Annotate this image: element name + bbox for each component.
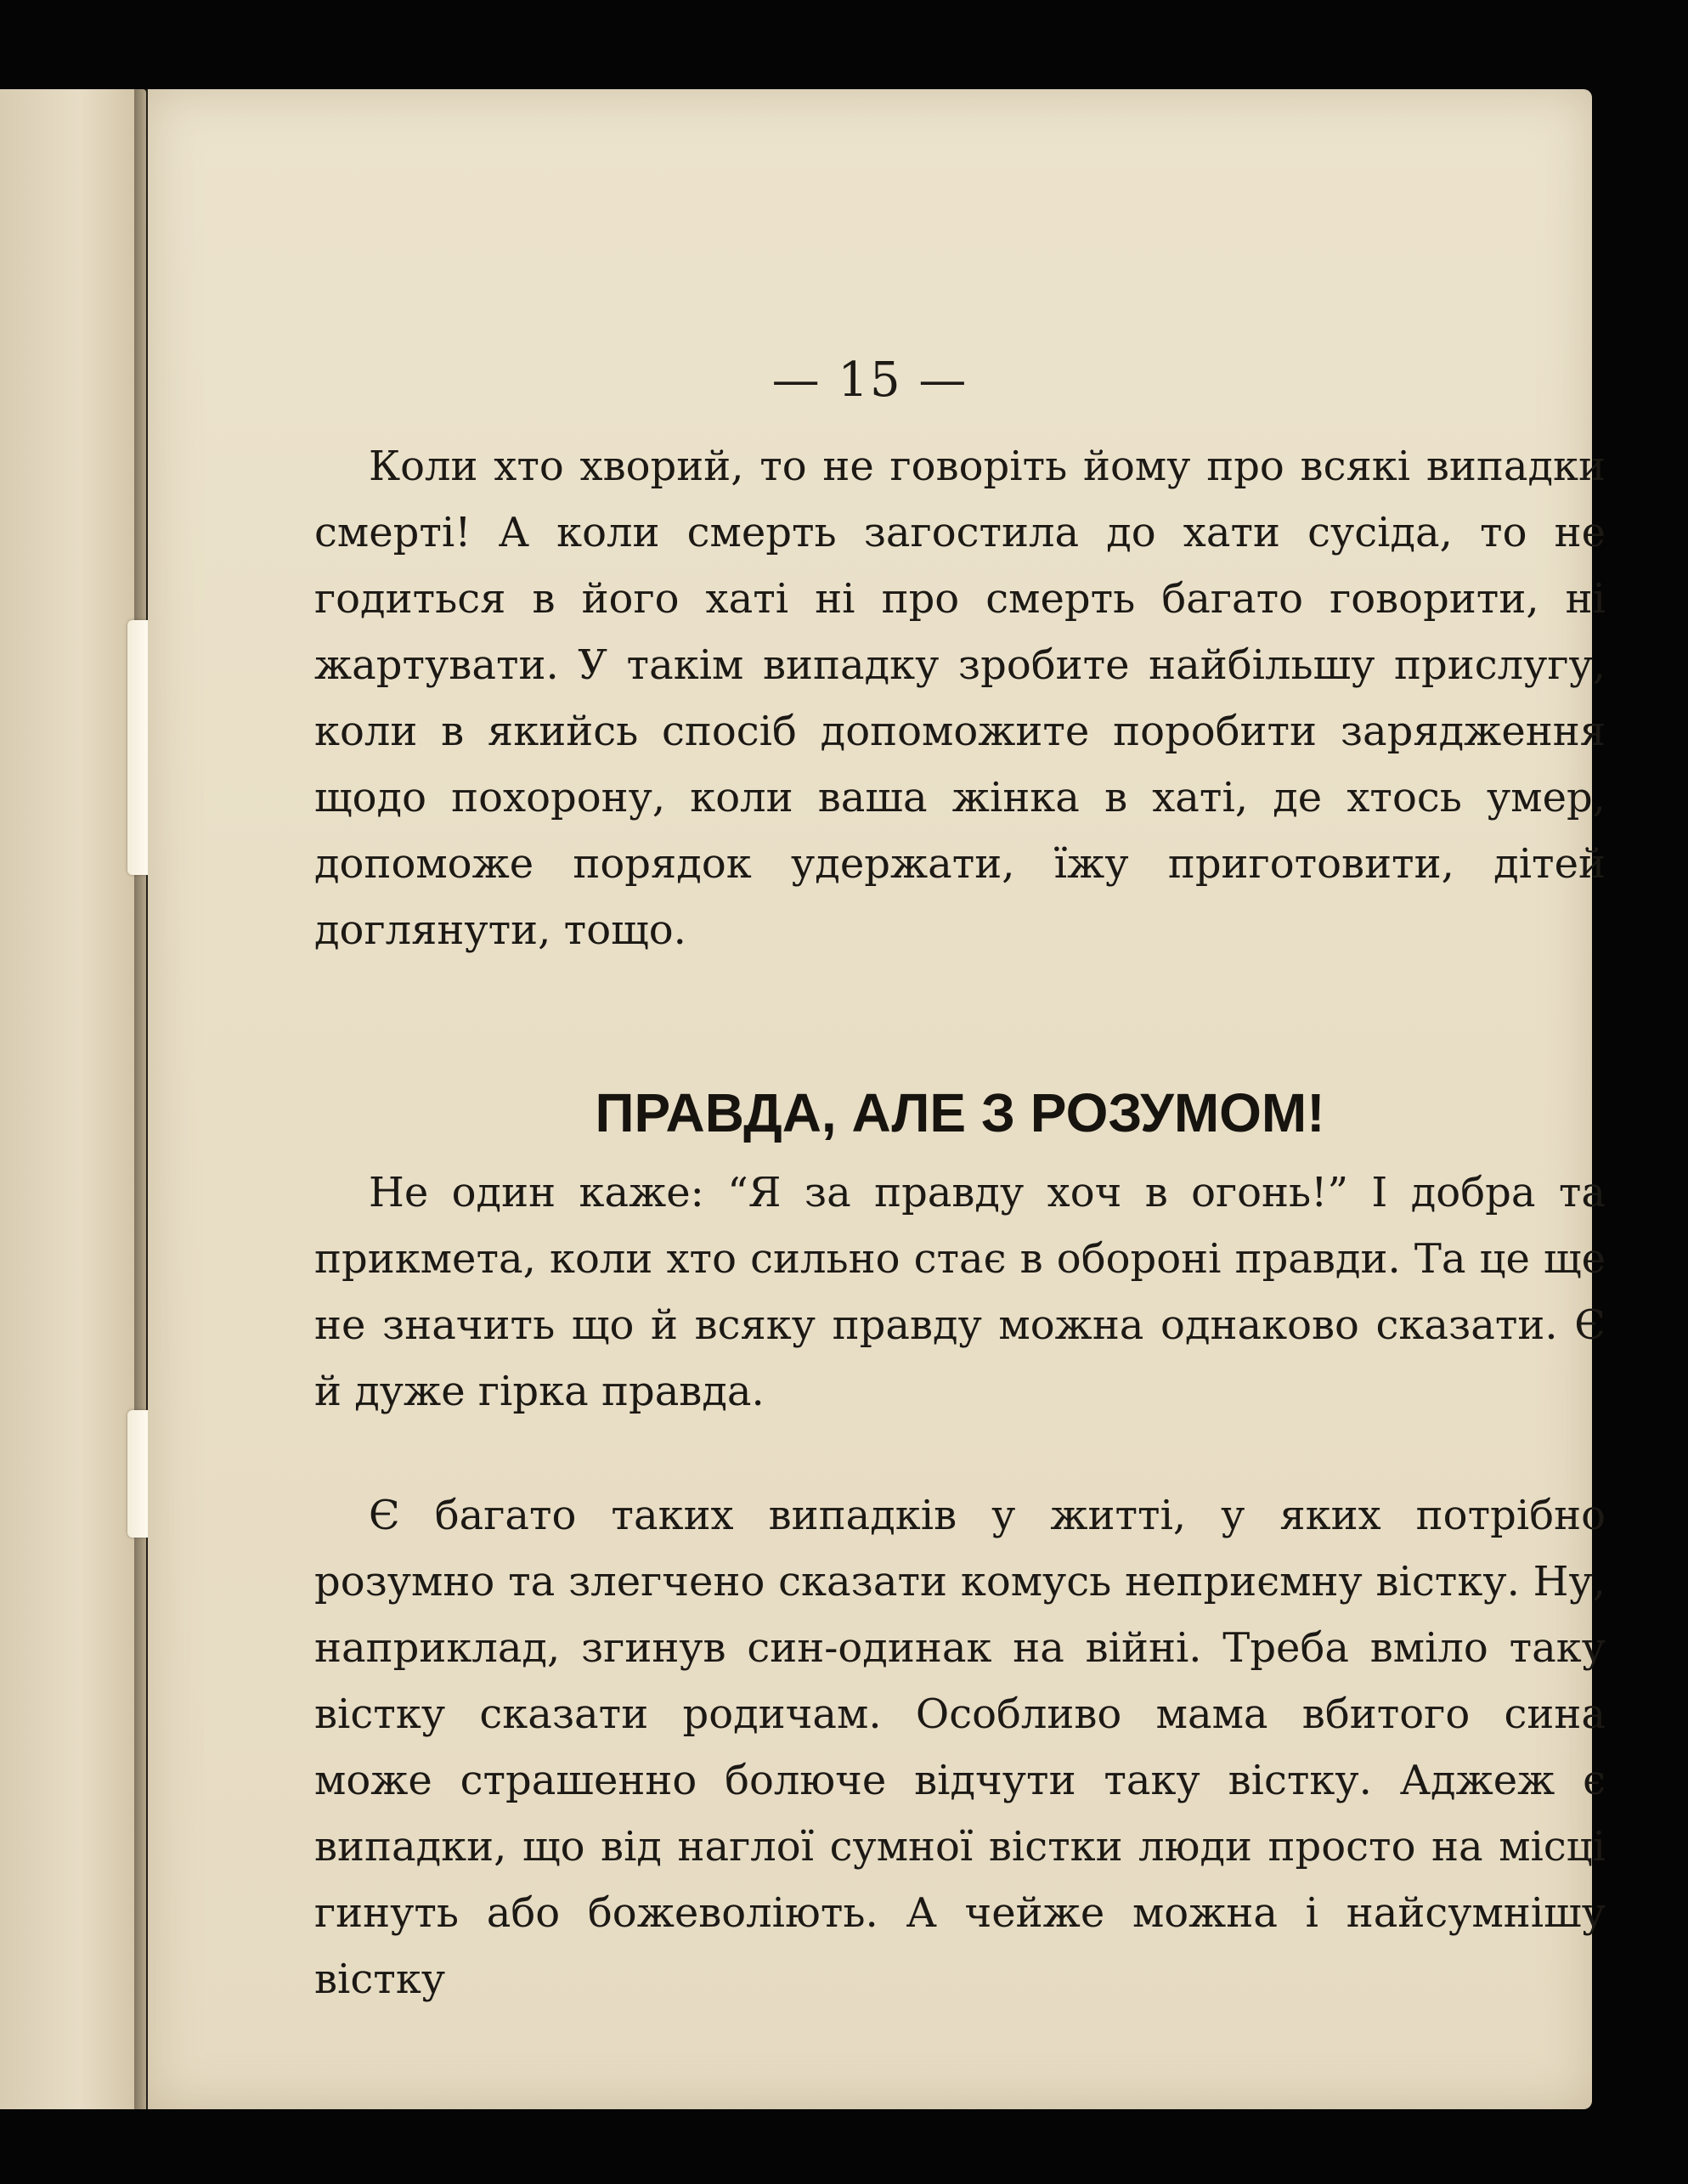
left-page-edge	[0, 89, 146, 2109]
paragraph: Коли хто хворий, то не говоріть йому про всякі випадки смерті! А коли смерть загостила до хати сусіда, то не годиться в його хаті ні про смерть багато говорити, ні жартувати. У такім випадку зробите найбільшу прислугу, коли в якийсь спосіб допоможите поробити зарядження щодо похорону, коли ваша жінка в хаті, де хтось умер, допоможе порядок удержати, їжу приготовити, дітей доглянути, тощо.	[314, 443, 1606, 954]
section-heading: ПРАВДА, АЛЕ З РОЗУМОМ!	[595, 1082, 1325, 1143]
right-page	[148, 89, 1606, 2109]
paragraph: Є багато таких випадків у житті, у яких потрібно розумно та злегчено сказати комусь неприємну вістку. Ну, наприклад, згинув син-одинак на війні. Треба вміло таку вістку сказати родичам. Особливо мама вбитого сина може страшенно болюче відчути таку вістку. Аджеж є випадки, що від наглої сумної вістки люди просто на місці гинуть або божеволіють. А чейже можна і найсумнішу вістку	[314, 1492, 1606, 2003]
paragraph: Не один каже: “Я за правду хоч в огонь!” І добра та прикмета, коли хто сильно стає в обороні правди. Та це ще не значить що й всяку правду можна однаково сказати. Є й дуже гірка правда.	[314, 1169, 1606, 1415]
page-number: — 15 —	[771, 353, 968, 408]
